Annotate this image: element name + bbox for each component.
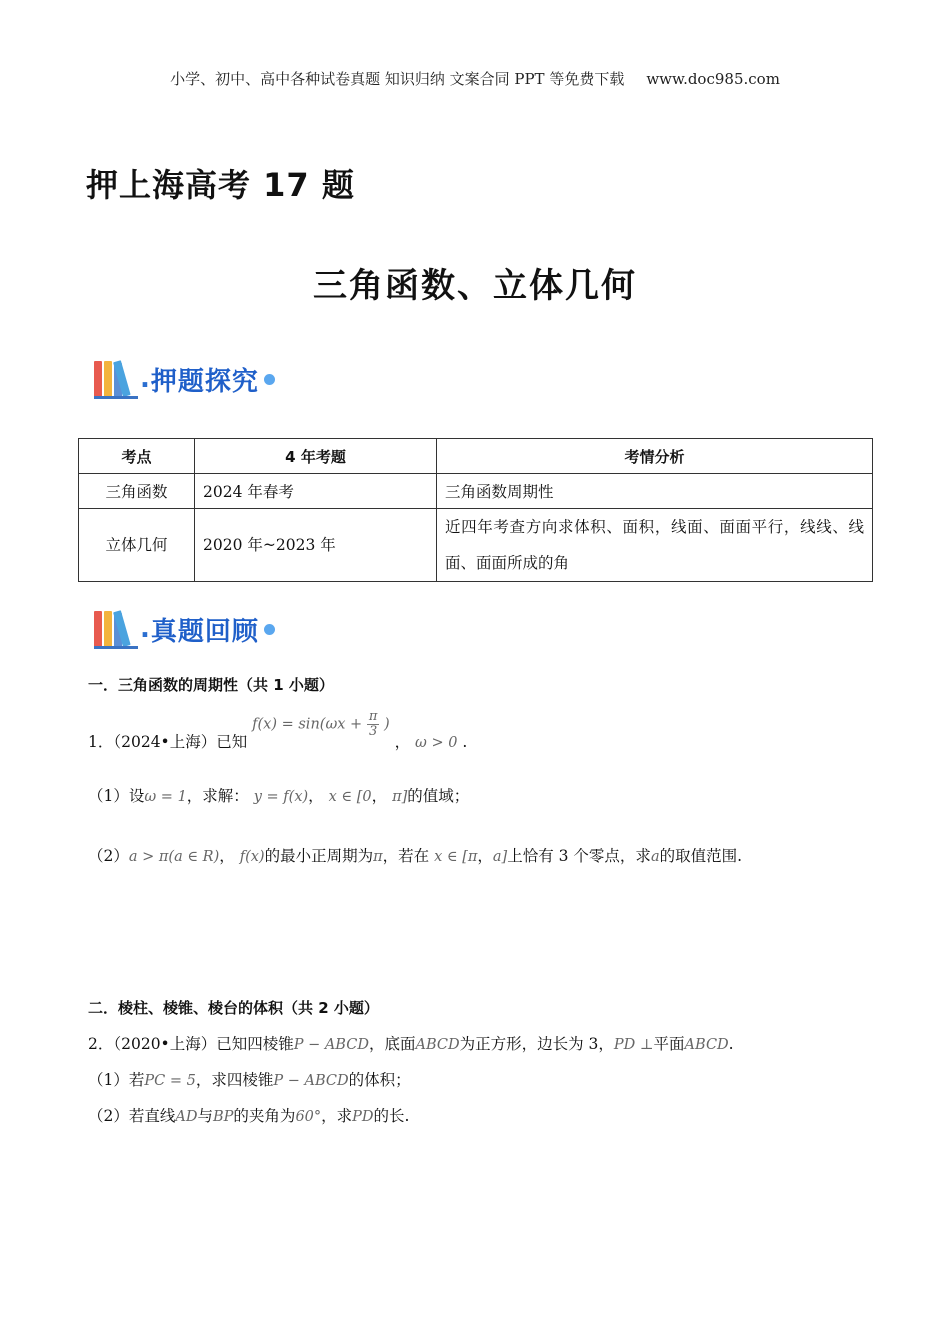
question-1-part-2: （2）a > π(a ∈ R)， f(x)的最小正周期为π，若在 x ∈ [π，a]上恰有 3 个零点，求a的取值范围. — [88, 847, 743, 865]
math: y = f(x) — [253, 789, 309, 805]
table-header: 考情分析 — [437, 439, 873, 474]
math: AD — [175, 1109, 198, 1125]
table-cell: 近四年考查方向求体积、面积，线面、面面平行，线线、线面、面面所成的角 — [437, 509, 873, 582]
math: f(x) — [239, 849, 265, 865]
math: PD ⊥ — [613, 1037, 654, 1053]
table-header: 考点 — [79, 439, 195, 474]
math: a] — [492, 849, 508, 865]
math: ω = 1 — [144, 789, 187, 805]
math: ω > 0 — [415, 734, 458, 751]
circle-dot-icon — [264, 624, 275, 635]
math: ABCD — [415, 1037, 460, 1053]
math: 60° — [295, 1109, 322, 1125]
table-cell: 2020 年~2023 年 — [195, 509, 437, 582]
math: P − ABCD — [273, 1073, 349, 1089]
question-text: 1．（2024•上海）已知 — [88, 732, 248, 751]
header-url[interactable]: www.doc985.com — [646, 70, 780, 88]
question-text: ， — [394, 732, 411, 751]
question-2: 2．（2020•上海）已知四棱锥P − ABCD，底面ABCD为正方形，边长为 3，PD ⊥平面ABCD. — [88, 1035, 734, 1053]
table-cell: 2024 年春考 — [195, 474, 437, 509]
banner-title: 押题探究 — [150, 366, 259, 397]
table-row — [79, 474, 873, 509]
page-subtitle: 三角函数、立体几何 — [313, 266, 637, 306]
banner-dot: . — [140, 614, 150, 644]
question-text: . — [462, 732, 468, 751]
table-cell: 立体几何 — [79, 509, 195, 582]
books-icon — [94, 359, 138, 399]
math: PD — [352, 1109, 374, 1125]
math: a — [650, 849, 660, 865]
math: ) — [383, 716, 390, 733]
table-cell: 三角函数周期性 — [437, 474, 873, 509]
math: a > π(a ∈ R) — [128, 849, 220, 865]
math: BP — [213, 1109, 234, 1125]
question-1-part-1: （1）设ω = 1，求解： y = f(x)， x ∈ [0， π]的值域； — [88, 787, 470, 805]
math: PC = 5 — [144, 1073, 196, 1089]
math: π — [373, 849, 383, 865]
banner-exploration — [94, 358, 275, 400]
banner-dot: . — [140, 364, 150, 394]
math: x ∈ [π — [434, 849, 478, 865]
math: ABCD — [684, 1037, 729, 1053]
question-2-part-2: （2）若直线AD与BP的夹角为60°，求PD的长. — [88, 1107, 410, 1125]
page-title: 押上海高考 17 题 — [86, 166, 355, 204]
header-text: 小学、初中、高中各种试卷真题 知识归纳 文案合同 PPT 等免费下载 — [170, 70, 625, 88]
circle-dot-icon — [264, 374, 275, 385]
section-heading: 一．三角函数的周期性（共 1 小题） — [88, 676, 334, 694]
section-heading: 二．棱柱、棱锥、棱台的体积（共 2 小题） — [88, 999, 379, 1017]
exam-table — [78, 438, 873, 582]
question-2-part-1: （1）若PC = 5，求四棱锥P − ABCD的体积； — [88, 1071, 411, 1089]
banner-title: 真题回顾 — [150, 616, 259, 647]
math: π] — [392, 789, 408, 805]
question-1 — [88, 709, 468, 751]
math: f(x) = sin(ωx + — [252, 716, 363, 733]
books-icon — [94, 609, 138, 649]
banner-review — [94, 608, 275, 650]
table-row — [79, 509, 873, 582]
math: P − ABCD — [293, 1037, 369, 1053]
fraction: $\frac{\pi}{3}$ — [368, 709, 378, 739]
table-header: 4 年考题 — [195, 439, 437, 474]
math: x ∈ [0 — [328, 789, 372, 805]
table-header-row — [79, 439, 873, 474]
table-cell: 三角函数 — [79, 474, 195, 509]
page-header — [0, 68, 950, 89]
